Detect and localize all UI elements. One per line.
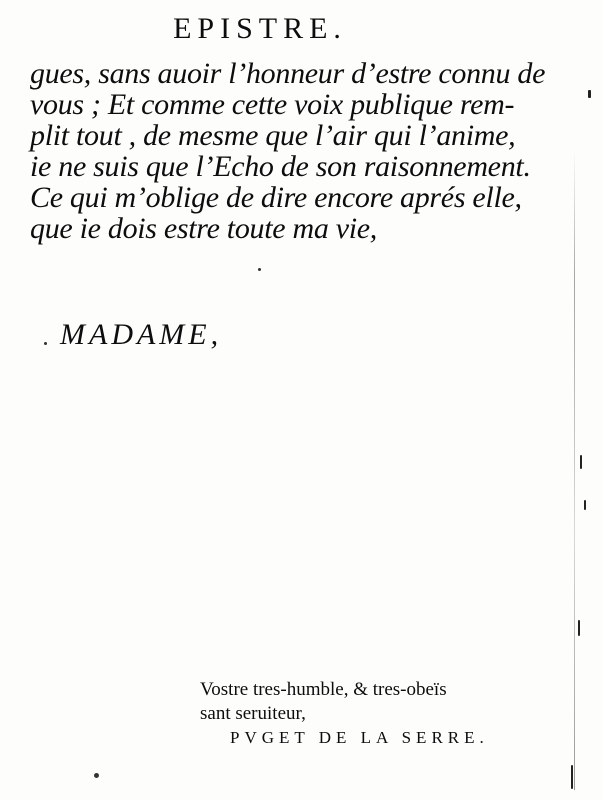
letter-body — [30, 58, 550, 244]
body-line: plit tout , de mesme que l’air qui l’anime, — [30, 119, 516, 152]
running-head: EPISTRE. — [173, 12, 347, 45]
ink-speck — [258, 268, 261, 271]
body-line: Ce qui m’oblige de dire encore aprés elle, — [30, 181, 522, 214]
signature: PVGET DE LA SERRE. — [230, 728, 489, 747]
ink-speck — [44, 342, 47, 345]
ink-speck — [94, 773, 99, 778]
salutation: MADAME, — [60, 318, 223, 351]
body-line: vous ; Et comme cette voix publique rem- — [30, 88, 515, 121]
body-line: que ie dois estre toute ma vie, — [30, 212, 377, 245]
closing-formula — [200, 678, 580, 750]
body-line: ie ne suis que l’Echo de son raisonnement. — [30, 150, 531, 183]
scan-edge-mark — [578, 620, 580, 636]
scan-edge-mark — [584, 500, 586, 510]
closing-line: sant seruiteur, — [200, 703, 306, 724]
closing-line: Vostre tres-humble, & tres-obeïs — [200, 679, 447, 700]
scan-edge-mark — [588, 90, 591, 98]
scan-edge-mark — [580, 455, 582, 469]
scan-edge-mark — [571, 765, 573, 789]
body-line: gues, sans auoir l’honneur d’estre connu de — [30, 57, 546, 90]
